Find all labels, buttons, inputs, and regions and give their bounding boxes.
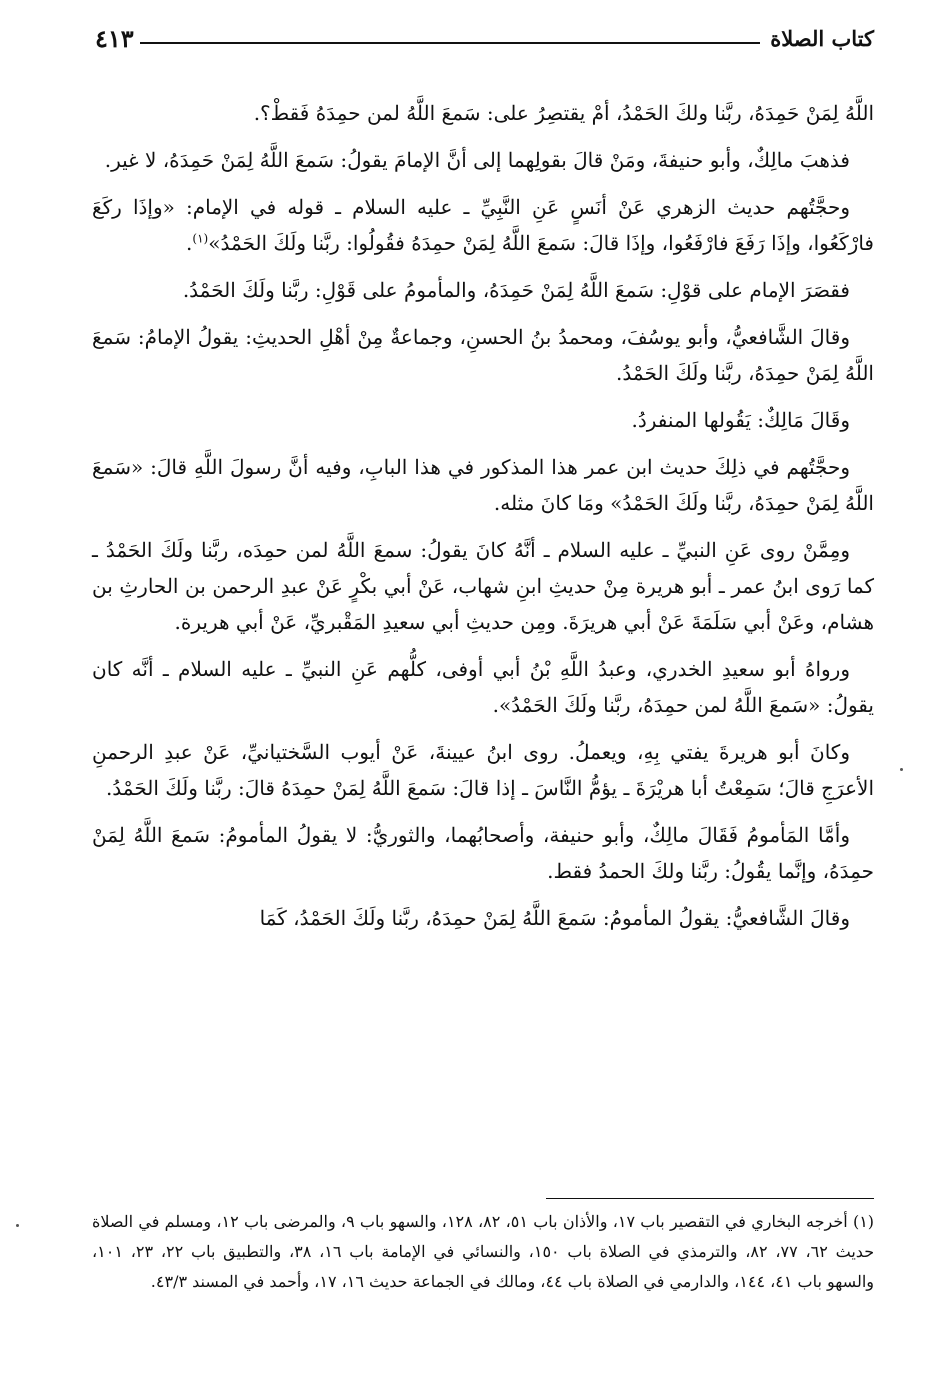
paragraph: ومِمَّنْ روى عَنِ النبيِّ ـ عليه السلام ـ أنَّهُ كانَ يقولُ: سمعَ اللَّهُ لمن حمِدَه، ربَّنا ولَكَ الحَمْدُ ـ كما رَوى ابنُ عمر ـ أبو هريرة مِنْ حديثِ ابنِ شهاب، عَنْ أبي بكْرٍ عَنْ عبدِ الرحمن بن الحارثِ بن هشام، وعَنْ أبي سَلَمَةَ عَنْ أبي هريرَةَ. ومِن حديثِ أبي سعيدِ المَقْبريِّ، عَنْ أبي هريرة. bbox=[92, 538, 874, 634]
paragraph: وقالَ الشَّافعيُّ، وأبو يوسُفَ، ومحمدُ بنُ الحسنِ، وجماعةٌ مِنْ أهْلِ الحديثِ: يقولُ الإمامُ: سَمعَ اللَّهُ لِمَنْ حمِدَهُ، ربَّنا ولَكَ الحَمْدُ. bbox=[92, 325, 874, 385]
paragraph: فقصَرَ الإمام على قوْلِ: سَمعَ اللَّهُ لِمَنْ حَمِدَهُ، والمأمومُ على قَوْلِ: ربَّنا ولَكَ الحَمْدُ. bbox=[182, 278, 850, 302]
page-header bbox=[95, 18, 874, 58]
paragraph: وحجَّتُهم في ذلِكَ حديث ابن عمر هذا المذكور في هذا البابِ، وفيه أنَّ رسولَ اللَّهِ قالَ: «سَمعَ اللَّهُ لِمَنْ حمِدَهُ، ربَّنا ولَكَ الحَمْدُ» ومَا كانَ مثله. bbox=[92, 455, 874, 515]
paragraph: وحجَّتُهم حديث الزهري عَنْ أنَسٍ عَنِ النَّبِيِّ ـ عليه السلام ـ قوله في الإمام: «وإذَا ركَعَ فارْكَعُوا، وإذَا رَفَعَ فارْفَعُوا، وإذَا قالَ: سَمعَ اللَّهُ لِمَنْ حمِدَهُ فقُولُوا: ربَّنا ولَكَ الحَمْدُ»$^{(١)}$. bbox=[92, 195, 874, 255]
chapter-title: كتاب الصلاة bbox=[770, 25, 874, 51]
paragraph: اللَّهُ لِمَنْ حَمِدَهُ، ربَّنا ولكَ الحَمْدُ، أمْ يقتصِرُ على: سَمعَ اللَّهُ لمن حمِدَهُ فَقطْ؟. bbox=[253, 101, 874, 125]
main-text bbox=[92, 95, 874, 947]
scan-speck bbox=[900, 768, 903, 771]
header-rule bbox=[140, 42, 761, 44]
paragraph: وقالَ الشَّافعيُّ: يقولُ المأمومُ: سَمعَ اللَّهُ لِمَنْ حمِدَهُ، ربَّنا ولَكَ الحَمْدُ، كَمَا bbox=[259, 906, 850, 930]
paragraph: وقَالَ مَالِكٌ: يَقُولها المنفردُ. bbox=[631, 408, 850, 432]
footnote-text: (١) أخرجه البخاري في التقصير باب ١٧، والأذان باب ٥١، ٨٢، ١٢٨، والسهو باب ٩، والمرضى باب ١٢، ومسلم في الصلاة حديث ٦٢، ٧٧، ٨٢، والترمذي في الصلاة باب ١٥٠، والنسائي في الإمامة باب ١٦، ٣٨، والتطبيق باب ٢٢، ٢٣، ١٠١، والسهو باب ٤١، ١٤٤، والدارمي في الصلاة باب ٤٤، ومالك في الجماعة حديث ١٦، ١٧، وأحمد في المسند ٤٣/٣. bbox=[92, 1212, 875, 1291]
paragraph-text: وحجَّتُهم حديث الزهري عَنْ أنَسٍ عَنِ النَّبِيِّ ـ عليه السلام ـ قوله في الإمام: «وإذَا ركَعَ فارْكَعُوا، وإذَا رَفَعَ فارْفَعُوا، وإذَا قالَ: سَمعَ اللَّهُ لِمَنْ حمِدَهُ فقُولُوا: ربَّنا ولَكَ الحَمْدُ» bbox=[92, 195, 874, 255]
paragraph: فذهبَ مالِكٌ، وأبو حنيفةَ، ومَنْ قالَ بقولِهما إلى أنَّ الإمامَ يقولُ: سَمعَ اللَّهُ لِمَنْ حَمِدَهُ، لا غير. bbox=[104, 148, 850, 172]
page-number: ٤١٣ bbox=[95, 23, 134, 53]
footnote bbox=[92, 1207, 874, 1297]
paragraph: وأمَّا المَأمومُ فَقَالَ مالِكٌ، وأبو حنيفة، وأصحابُهما، والثوريُّ: لا يقولُ المأمومُ: سَمعَ اللَّهُ لِمَنْ حمِدَهُ، وإنَّما يقُولُ: ربَّنا ولكَ الحمدُ فقط. bbox=[92, 823, 874, 883]
footnote-reference: (١) bbox=[192, 231, 209, 246]
scan-speck bbox=[16, 1224, 19, 1227]
paragraph: ورواهُ أبو سعيدِ الخدري، وعبدُ اللَّهِ بْنُ أبي أوفى، كلُّهم عَنِ النبيِّ ـ عليه السلام ـ أنَّه كان يقولُ: «سَمعَ اللَّهُ لمن حمِدَهُ، ربَّنا ولَكَ الحَمْدُ». bbox=[92, 657, 874, 717]
paragraph: وكانَ أبو هريرةَ يفتي بِهِ، ويعملُ. روى ابنُ عيينةَ، عَنْ أيوب السَّختيانيِّ، عَنْ عبدِ الرحمنِ الأعرَجِ قالَ؛ سَمِعْتُ أبا هريْرَةَ ـ يؤمُّ النَّاسَ ـ إذا قالَ: سَمعَ اللَّهُ لِمَنْ حمِدَهُ قالَ: ربَّنا ولَكَ الحَمْدُ. bbox=[92, 740, 874, 800]
footnote-separator bbox=[546, 1198, 874, 1199]
